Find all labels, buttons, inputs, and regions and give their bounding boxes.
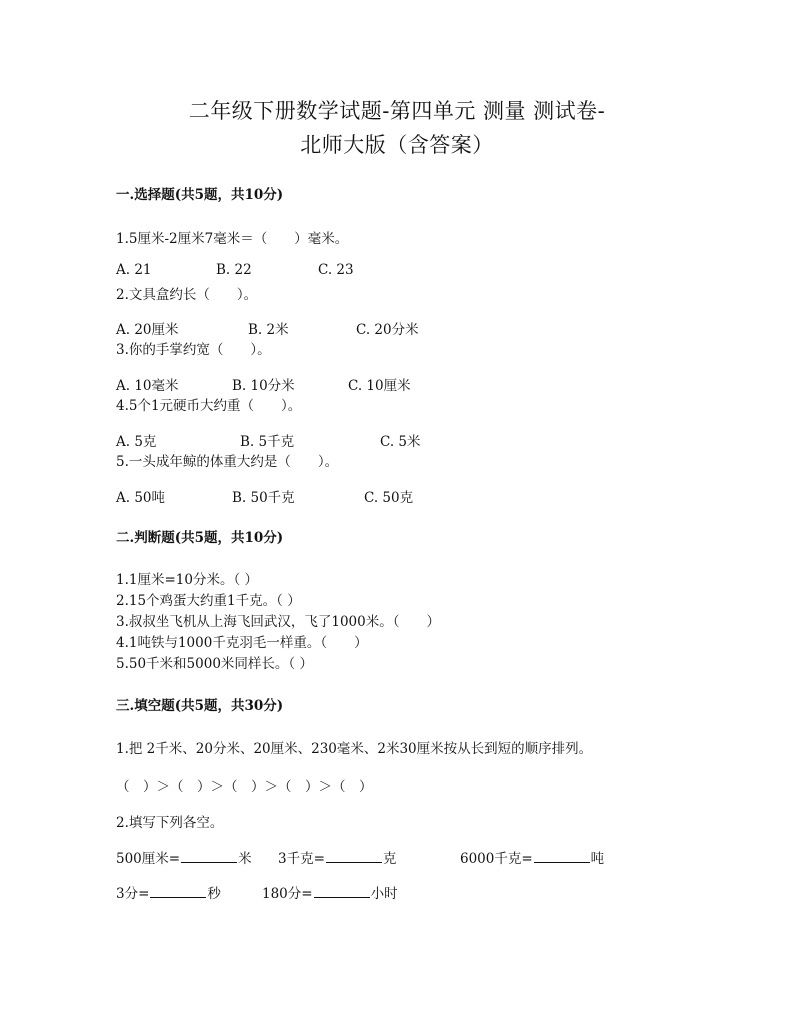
answer-blank[interactable]	[314, 883, 370, 898]
option-b: B. 2米	[248, 322, 289, 338]
answer-blank[interactable]	[150, 883, 206, 898]
section-heading-fill: 三.填空题(共5题，共30分)	[116, 698, 284, 714]
question-text: 4.5个1元硬币大约重（ ）。	[116, 398, 302, 414]
option-c: C. 50克	[364, 490, 414, 506]
question-text: 2.文具盒约长（ ）。	[116, 287, 258, 303]
question-text: 1.把 2千米、20分米、20厘米、230毫米、2米30厘米按从长到短的顺序排列。	[116, 741, 593, 757]
answer-blank[interactable]	[534, 848, 590, 863]
fill-item: 6000千克= 吨	[460, 847, 604, 867]
judge-item: 3.叔叔坐飞机从上海飞回武汉，飞了1000米。（ ）	[116, 614, 440, 630]
option-c: C. 10厘米	[348, 378, 411, 394]
option-b: B. 22	[216, 262, 252, 278]
option-b: B. 5千克	[240, 434, 295, 450]
option-c: C. 5米	[380, 434, 421, 450]
option-a: A. 5克	[116, 434, 157, 450]
fill-item: 500厘米= 米	[116, 847, 252, 867]
question-text: 1.5厘米-2厘米7毫米＝（ ）毫米。	[116, 231, 349, 247]
order-answer-row: （ ）＞（ ）＞（ ）＞（ ）＞（ ）	[116, 779, 373, 795]
judge-item: 5.50千米和5000米同样长。（ ）	[116, 656, 313, 672]
document-title-line1: 二年级下册数学试题-第四单元 测量 测试卷-	[188, 99, 606, 123]
judge-item: 1.1厘米=10分米。（ ）	[116, 572, 259, 588]
option-b: B. 50千克	[232, 490, 295, 506]
answer-blank[interactable]	[181, 848, 237, 863]
question-text: 5.一头成年鲸的体重大约是（ ）。	[116, 454, 339, 470]
judge-item: 4.1吨铁与1000千克羽毛一样重。（ ）	[116, 635, 368, 651]
option-a: A. 21	[116, 262, 152, 278]
option-a: A. 10毫米	[116, 378, 179, 394]
fill-item: 3分= 秒	[116, 882, 221, 902]
judge-item: 2.15个鸡蛋大约重1千克。（ ）	[116, 593, 301, 609]
section-heading-choice: 一.选择题(共5题，共10分)	[116, 187, 284, 203]
question-text: 3.你的手掌约宽（ ）。	[116, 342, 271, 358]
answer-blank[interactable]	[326, 848, 382, 863]
option-c: C. 20分米	[356, 322, 419, 338]
option-b: B. 10分米	[232, 378, 295, 394]
option-a: A. 50吨	[116, 490, 166, 506]
question-text: 2.填写下列各空。	[116, 815, 224, 831]
fill-item: 180分= 小时	[262, 882, 398, 902]
option-c: C. 23	[318, 262, 354, 278]
section-heading-judge: 二.判断题(共5题，共10分)	[116, 530, 284, 546]
document-title-line2: 北师大版（含答案）	[300, 133, 494, 157]
fill-item: 3千克= 克	[278, 847, 396, 867]
option-a: A. 20厘米	[116, 322, 179, 338]
